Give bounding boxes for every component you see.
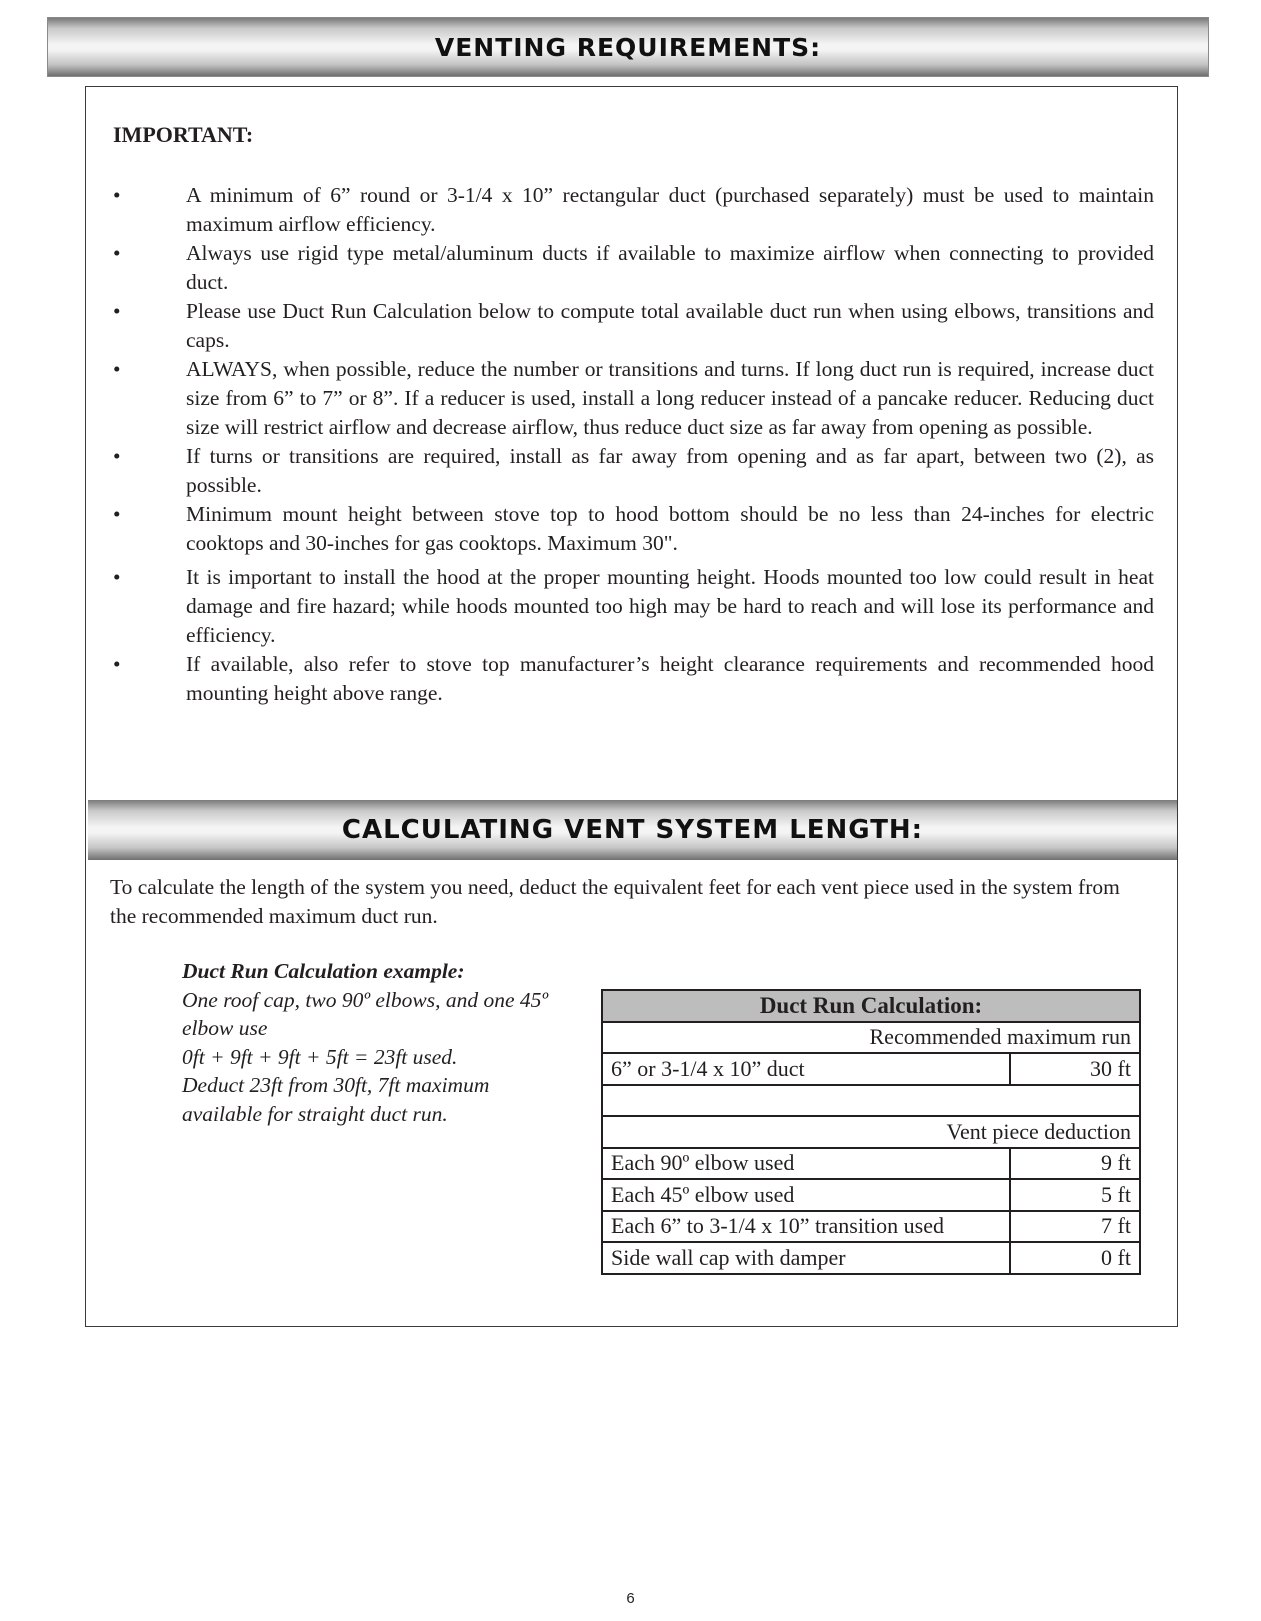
calculating-title: CALCULATING VENT SYSTEM LENGTH: bbox=[341, 815, 924, 845]
calculation-example bbox=[182, 957, 597, 1128]
bullet-text: ALWAYS, when possible, reduce the number or transitions and turns. If long duct run is required, increase duct size from 6” to 7” or 8”. If a reducer is used, install a long reducer instead of a pancake reducer. Reducing duct size will restrict airflow and decrease airflow, thus reduce duct size as far away from opening as possible. bbox=[186, 357, 1154, 439]
bullet-item bbox=[113, 239, 1154, 297]
table-row bbox=[602, 1022, 1140, 1054]
table-row-empty bbox=[602, 1085, 1140, 1117]
deduction-label: Each 6” to 3-1/4 x 10” transition used bbox=[602, 1211, 1010, 1243]
example-line: 0ft + 9ft + 9ft + 5ft = 23ft used. bbox=[182, 1044, 458, 1069]
bullet-marker: • bbox=[113, 299, 121, 323]
calculating-banner bbox=[88, 800, 1177, 860]
bullet-text: Minimum mount height between stove top to hood bottom should be no less than 24-inches for electric cooktops and 30-inches for gas cooktops. Maximum 30". bbox=[186, 502, 1154, 555]
bullet-item bbox=[113, 355, 1154, 442]
important-heading: IMPORTANT: bbox=[113, 122, 254, 147]
deduction-label: Side wall cap with damper bbox=[602, 1242, 1010, 1274]
deduction-value: 7 ft bbox=[1010, 1211, 1140, 1243]
example-line: One roof cap, two 90º elbows, and one 45º bbox=[182, 987, 549, 1012]
deduction-value: 5 ft bbox=[1010, 1179, 1140, 1211]
duct-size-label: 6” or 3-1/4 x 10” duct bbox=[602, 1053, 1010, 1085]
bullet-text: If turns or transitions are required, install as far away from opening and as far apart, between two (2), as possible. bbox=[186, 444, 1154, 497]
bullet-marker: • bbox=[113, 241, 121, 265]
table-row bbox=[602, 1242, 1140, 1274]
bullet-item bbox=[113, 181, 1154, 239]
calculating-intro: To calculate the length of the system you need, deduct the equivalent feet for each vent piece used in the system from the recommended maximum duct run. bbox=[110, 875, 1120, 928]
bullet-text: It is important to install the hood at the proper mounting height. Hoods mounted too low could result in heat damage and fire hazard; while hoods mounted too high may be hard to reach and will lose its performance and efficiency. bbox=[186, 565, 1154, 647]
example-title: Duct Run Calculation example: bbox=[182, 959, 465, 983]
bullet-item bbox=[113, 297, 1154, 355]
bullet-text: Always use rigid type metal/aluminum ducts if available to maximize airflow when connecting to provided duct. bbox=[186, 241, 1154, 294]
deduction-label: Each 90º elbow used bbox=[602, 1148, 1010, 1180]
table-row bbox=[602, 1053, 1140, 1085]
table-row bbox=[602, 1148, 1140, 1180]
example-line: available for straight duct run. bbox=[182, 1101, 448, 1126]
max-run-heading: Recommended maximum run bbox=[602, 1022, 1140, 1054]
deduction-heading: Vent piece deduction bbox=[602, 1116, 1140, 1148]
bullet-item bbox=[113, 650, 1154, 708]
bullet-marker: • bbox=[113, 444, 121, 468]
bullet-marker: • bbox=[113, 357, 121, 381]
duct-run-table bbox=[601, 989, 1141, 1275]
page-number: 6 bbox=[626, 1590, 635, 1607]
example-line: Deduct 23ft from 30ft, 7ft maximum bbox=[182, 1073, 490, 1097]
table-header-row bbox=[602, 990, 1140, 1022]
bullet-text: A minimum of 6” round or 3-1/4 x 10” rectangular duct (purchased separately) must be used to maintain maximum airflow efficiency. bbox=[186, 183, 1154, 236]
deduction-value: 9 ft bbox=[1010, 1148, 1140, 1180]
bullet-marker: • bbox=[113, 652, 121, 676]
table-row bbox=[602, 1211, 1140, 1243]
table-title: Duct Run Calculation: bbox=[602, 990, 1140, 1022]
bullet-marker: • bbox=[113, 502, 121, 526]
bullet-marker: • bbox=[113, 183, 121, 207]
duct-size-value: 30 ft bbox=[1010, 1053, 1140, 1085]
bullet-item bbox=[113, 442, 1154, 500]
deduction-value: 0 ft bbox=[1010, 1242, 1140, 1274]
bullet-marker: • bbox=[113, 565, 121, 589]
table-row bbox=[602, 1116, 1140, 1148]
deduction-label: Each 45º elbow used bbox=[602, 1179, 1010, 1211]
bullet-text: Please use Duct Run Calculation below to compute total available duct run when using elbows, transitions and caps. bbox=[186, 299, 1154, 352]
venting-requirements-title: VENTING REQUIREMENTS: bbox=[434, 32, 822, 62]
bullet-text: If available, also refer to stove top manufacturer’s height clearance requirements and recommended hood mounting height above range. bbox=[186, 652, 1154, 705]
example-line: elbow use bbox=[182, 1016, 268, 1040]
bullet-item bbox=[113, 500, 1154, 558]
bullet-item bbox=[113, 563, 1154, 650]
table-row bbox=[602, 1179, 1140, 1211]
venting-requirements-banner bbox=[47, 17, 1209, 77]
empty-cell bbox=[602, 1085, 1140, 1117]
venting-bullet-list bbox=[113, 181, 1154, 708]
